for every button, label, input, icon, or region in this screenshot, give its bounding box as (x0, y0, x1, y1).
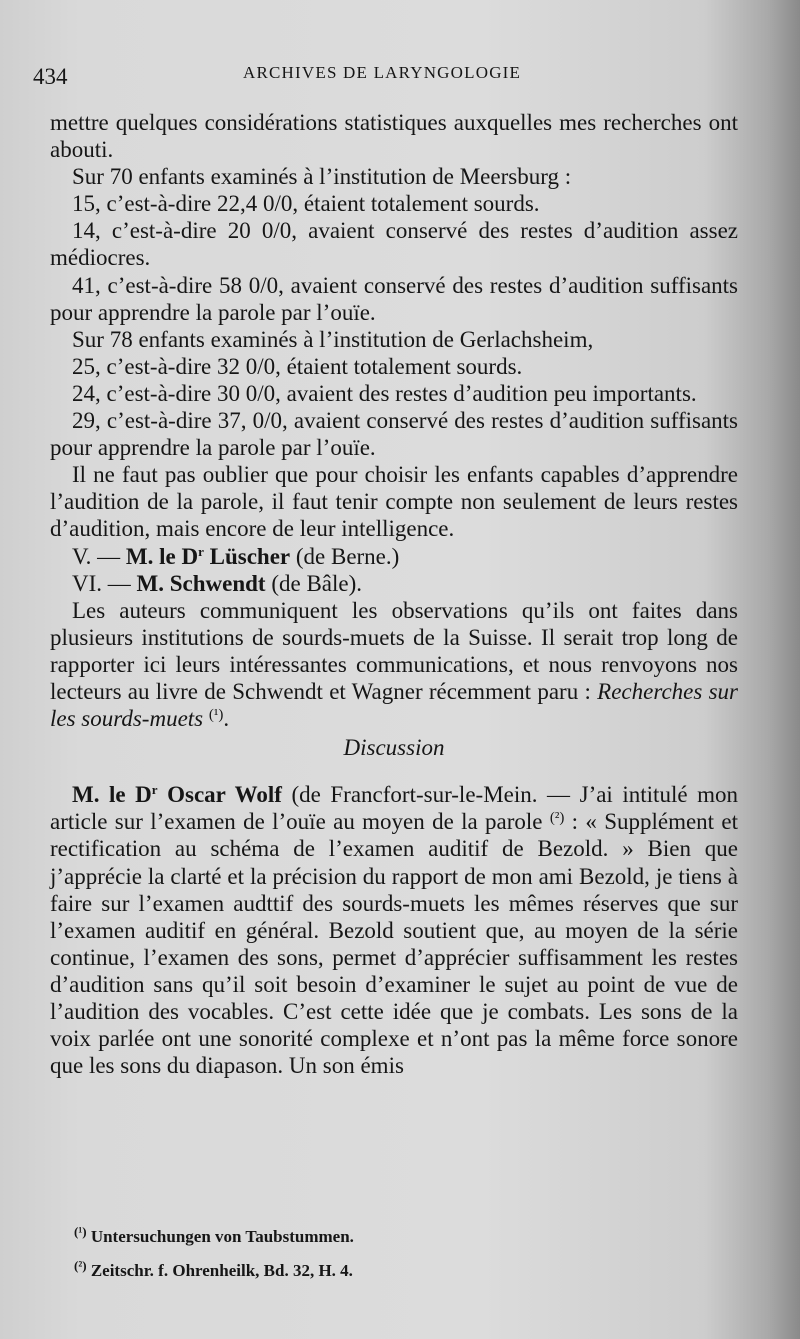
footnote-mark: (¹) (74, 1224, 87, 1239)
running-head: ARCHIVES DE LARYNGOLOGIE (243, 63, 522, 82)
speaker-affiliation: (de Bâle). (265, 570, 363, 596)
section-numeral: V. — (72, 543, 126, 569)
speaker-prefix: M. le D (72, 782, 152, 808)
discussion-heading: Discussion (343, 735, 445, 761)
paragraph-intelligence: Il ne faut pas oublier que pour choisir les enfants capables d’apprendre l’audition de la parole, il faut tenir compte non seulement de leurs restes d’audition, mais encore de leur intelligence. (50, 462, 738, 542)
speaker-surname: Oscar Wolf (157, 782, 282, 808)
wolf-text-a: (de Francfort-sur-le-Mein. — J’ai intitulé mon article sur l’examen de l’ouïe au moyen de la parole (50, 782, 738, 835)
footnote-ref-2: (²) (549, 810, 565, 827)
paragraph-meersburg-deaf: 15, c’est-à-dire 22,4 0/0, étaient totalement sourds. (72, 191, 540, 217)
paragraph-gerlachsheim-minor: 24, c’est-à-dire 30 0/0, avaient des restes d’audition peu importants. (72, 380, 697, 406)
speaker-name (126, 544, 290, 569)
paragraph-gerlachsheim-deaf: 25, c’est-à-dire 32 0/0, étaient totalement sourds. (72, 353, 523, 379)
paragraph-continuation: mettre quelques considérations statistiques auxquelles mes recherches ont abouti. (50, 110, 738, 163)
footnote-text: Zeitschr. f. Ohrenheilk, Bd. 32, H. 4. (86, 1261, 353, 1280)
speaker-name (72, 782, 282, 807)
authors-text: Les auteurs communiquent les observations qu’ils ont faites dans plusieurs institutions de sourds-muets de la Suisse. Il serait trop long de rapporter ici leurs intéressantes communications, et nous renvoyons nos lecteurs au livre de Schwendt et Wagner récemment paru : (50, 597, 738, 704)
footnotes (74, 1220, 734, 1288)
paragraph-meersburg-mediocre: 14, c’est-à-dire 20 0/0, avaient conservé des restes d’audition assez médiocres. (50, 218, 738, 271)
footnote-2 (74, 1254, 734, 1288)
footnote-mark: (²) (74, 1258, 87, 1273)
speaker-affiliation: (de Berne.) (290, 543, 400, 569)
paragraph-gerlachsheim-sufficient: 29, c’est-à-dire 37, 0/0, avaient conservé des restes d’audition suffisants pour apprendre la parole par l’ouïe. (50, 408, 738, 461)
page-number: 434 (33, 64, 68, 89)
speaker-sup: r (198, 543, 204, 559)
page-header (33, 60, 733, 90)
paragraph-wolf (50, 781, 738, 1079)
speaker-surname: Lüscher (203, 543, 291, 569)
footnote-text: Untersuchungen von Taubstummen. (86, 1227, 354, 1246)
authors-end: . (223, 706, 230, 732)
section-numeral: VI. — (72, 570, 137, 596)
paragraph-gerlachsheim-intro: Sur 78 enfants examinés à l’institution de Gerlachsheim, (72, 326, 594, 352)
speaker-sup: r (151, 782, 158, 798)
paragraph-speaker-v (50, 543, 738, 570)
footnote-ref-1: (¹) (208, 707, 224, 724)
paragraph-meersburg-sufficient: 41, c’est-à-dire 58 0/0, avaient conservé des restes d’audition suffisants pour apprendre la parole par l’ouïe. (50, 272, 738, 325)
body-text (50, 109, 738, 1079)
book-title: Recherches sur les sourds-muets (50, 678, 738, 732)
wolf-text-b: : « Supplément et rectification au schéma de l’examen auditif de Bezold. » Bien que j’apprécie la clarté et la précision du rapport de mon ami Bezold, je tiens à faire sur l’examen audttif des sourds-muets les mêmes réserves que sur l’examen auditif en général. Bezold soutient que, au moyen de la série continue, l’examen des sons, permet d’apprécier suffisamment les restes d’audition sans qu’il soit besoin d’examiner le sujet au point de vue de l’audition des vocables. C’est cette idée que je combats. Les sons de la voix parlée ont une sonorité complexe et n’ont pas la même force sonore que les sons du diapason. Un son émis (50, 809, 738, 1079)
speaker-prefix: M. le D (125, 543, 199, 569)
paragraph-authors (50, 597, 738, 732)
speaker-name: M. Schwendt (136, 570, 266, 596)
paragraph-speaker-vi (50, 570, 738, 597)
paragraph-meersburg-intro: Sur 70 enfants examinés à l’institution de Meersburg : (72, 164, 572, 190)
footnote-1 (74, 1220, 734, 1254)
